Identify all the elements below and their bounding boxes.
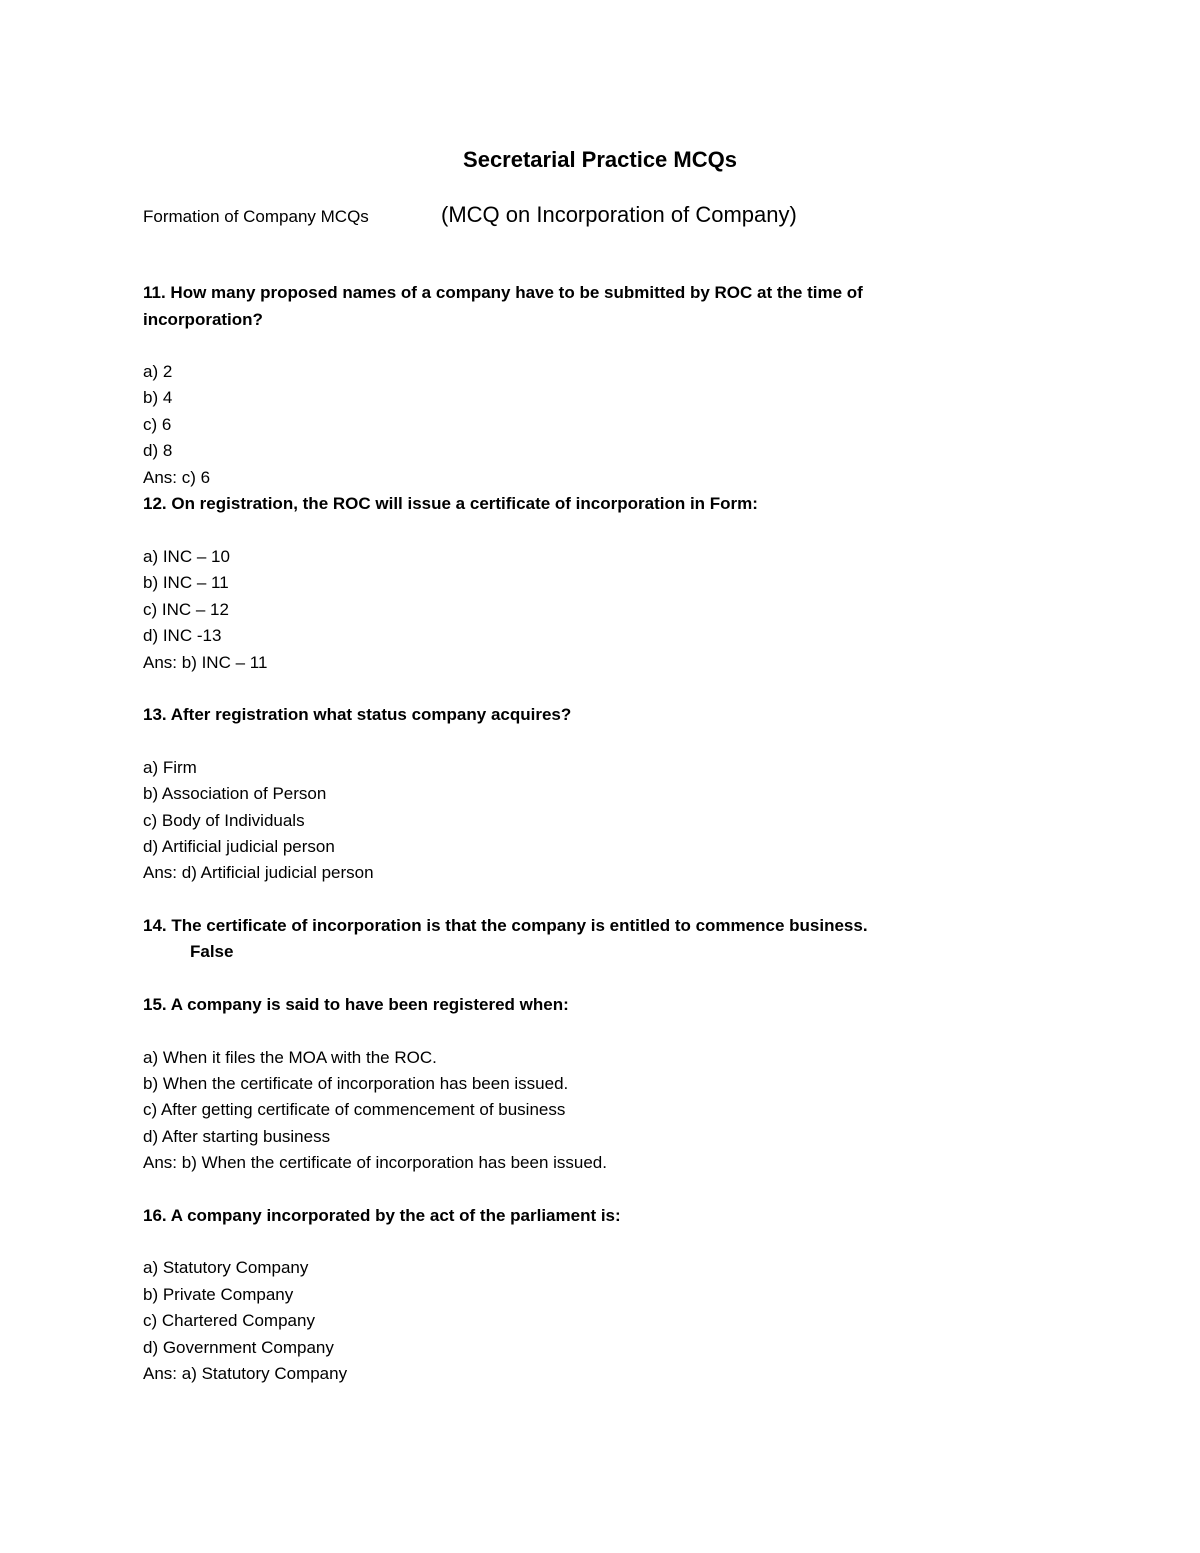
answer: Ans: a) Statutory Company — [143, 1364, 348, 1383]
question-text: 16. A company incorporated by the act of the parliament is: — [143, 1206, 621, 1225]
option: a) Firm — [143, 758, 197, 777]
option: a) When it files the MOA with the ROC. — [143, 1048, 437, 1067]
option: a) Statutory Company — [143, 1258, 309, 1277]
page-title: Secretarial Practice MCQs — [463, 147, 737, 172]
option: d) Artificial judicial person — [143, 837, 335, 856]
question-text: 12. On registration, the ROC will issue a certificate of incorporation in Form: — [143, 494, 758, 513]
answer: Ans: c) 6 — [143, 468, 211, 487]
option: b) 4 — [143, 388, 173, 407]
option: c) 6 — [143, 415, 172, 434]
question-text: 13. After registration what status company acquires? — [143, 705, 572, 724]
option: d) INC -13 — [143, 626, 222, 645]
question-text-continued: incorporation? — [143, 310, 263, 329]
option: d) Government Company — [143, 1338, 334, 1357]
answer: Ans: b) INC – 11 — [143, 653, 268, 672]
section-subtitle-parenthetical: (MCQ on Incorporation of Company) — [441, 202, 797, 227]
section-subtitle: Formation of Company MCQs — [143, 207, 369, 226]
option: c) Body of Individuals — [143, 811, 305, 830]
option: b) INC – 11 — [143, 573, 229, 592]
question-text: 15. A company is said to have been registered when: — [143, 995, 569, 1014]
option: a) 2 — [143, 362, 173, 381]
option: b) Private Company — [143, 1285, 294, 1304]
option: c) Chartered Company — [143, 1311, 315, 1330]
option: b) When the certificate of incorporation has been issued. — [143, 1074, 569, 1093]
question-text: 11. How many proposed names of a company have to be submitted by ROC at the time of — [143, 283, 863, 302]
option: c) After getting certificate of commencement of business — [143, 1100, 566, 1119]
option: c) INC – 12 — [143, 600, 229, 619]
answer: False — [190, 942, 234, 961]
option: d) 8 — [143, 441, 173, 460]
option: a) INC – 10 — [143, 547, 230, 566]
answer: Ans: b) When the certificate of incorporation has been issued. — [143, 1153, 607, 1172]
answer: Ans: d) Artificial judicial person — [143, 863, 374, 882]
option: b) Association of Person — [143, 784, 327, 803]
option: d) After starting business — [143, 1127, 331, 1146]
question-text: 14. The certificate of incorporation is that the company is entitled to commence business. — [143, 916, 868, 935]
